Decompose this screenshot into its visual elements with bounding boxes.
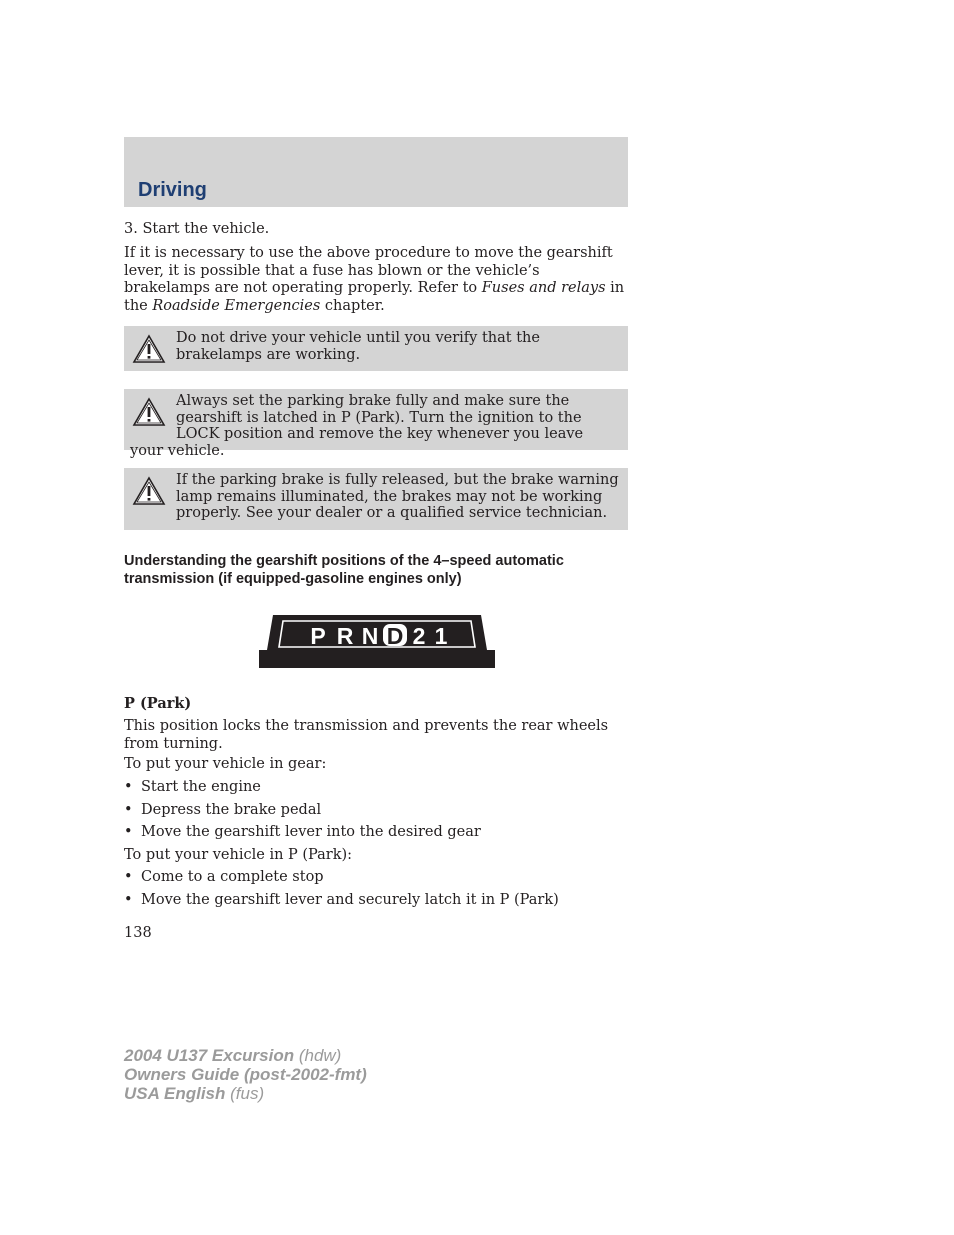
gear-indicator xyxy=(259,614,495,670)
warning-text: If the parking brake is fully released, but the brake warning lamp remains illuminated, the brakes may not be working properly. See your dealer or a qualified service technician. xyxy=(176,472,619,521)
page-number: 138 xyxy=(124,925,152,941)
footer-language: USA English xyxy=(124,1084,226,1103)
list-item: • Move the gearshift lever and securely latch it in P (Park) xyxy=(124,892,559,908)
gear-p: P xyxy=(310,623,326,649)
list-item: • Start the engine xyxy=(124,779,261,795)
warning-triangle-icon xyxy=(132,397,166,427)
in-park-intro: To put your vehicle in P (Park): xyxy=(124,847,353,863)
fuse-text-2: in the xyxy=(124,280,625,314)
footer-line-1 xyxy=(124,1046,367,1065)
warning-box-brakelamps xyxy=(124,326,628,371)
roadside-ref: Roadside Emergencies xyxy=(152,297,321,314)
gear-r: R xyxy=(336,623,354,649)
warning-triangle-icon xyxy=(132,334,166,364)
footer-guide: Owners Guide (post-2002-fmt) xyxy=(124,1065,367,1084)
gear-1: 1 xyxy=(434,623,448,649)
section-title: Driving xyxy=(138,179,207,201)
in-gear-intro: To put your vehicle in gear: xyxy=(124,756,327,772)
footer-line-3 xyxy=(124,1084,367,1103)
footer-model: 2004 U137 Excursion xyxy=(124,1046,295,1065)
fuses-relays-ref: Fuses and relays xyxy=(481,280,606,296)
gear-2: 2 xyxy=(412,623,426,649)
park-description: This position locks the transmission and prevents the rear wheels from turning. xyxy=(124,718,609,752)
list-item: • Come to a complete stop xyxy=(124,869,324,885)
step-text: Move the gearshift lever and securely latch it in P (Park) xyxy=(141,892,559,908)
list-item: • Depress the brake pedal xyxy=(124,802,322,818)
fuse-paragraph xyxy=(124,245,628,315)
section-heading: Understanding the gearshift positions of the 4–speed automatic transmission (if equipped-gasoline engines only) xyxy=(124,553,564,587)
gear-n: N xyxy=(361,623,379,649)
step-text: Move the gearshift lever into the desired gear xyxy=(141,824,481,840)
document-footer xyxy=(124,1046,367,1103)
footer-model-code: (hdw) xyxy=(294,1046,342,1065)
park-heading: P (Park) xyxy=(124,695,192,712)
fuse-text-1: If it is necessary to use the above procedure to move the gearshift lever, it is possible that a fuse has blown or the vehicle’s brakelamps are not operating properly. Refer to xyxy=(124,245,613,296)
footer-line-2 xyxy=(124,1065,367,1084)
gear-d: D xyxy=(386,623,404,649)
warning-box-brake-lamp xyxy=(124,468,628,530)
warning-text: Do not drive your vehicle until you verify that the brakelamps are working. xyxy=(176,330,540,363)
step-start-vehicle: 3. Start the vehicle. xyxy=(124,221,270,237)
fuse-text-3: chapter. xyxy=(320,297,385,314)
section-header xyxy=(124,137,628,207)
step-text: Depress the brake pedal xyxy=(141,802,322,818)
step-text: Start the engine xyxy=(141,779,261,795)
footer-language-code: (fus) xyxy=(225,1084,265,1103)
warning-text: Always set the parking brake fully and make sure the gearshift is latched in P (Park). Turn the ignition to the LOCK position and remove the key whenever you leave your vehicle. xyxy=(130,393,584,459)
warning-box-parking-brake xyxy=(124,389,628,459)
step-text: Come to a complete stop xyxy=(141,869,324,885)
warning-triangle-icon xyxy=(132,476,166,506)
list-item: • Move the gearshift lever into the desired gear xyxy=(124,824,481,840)
